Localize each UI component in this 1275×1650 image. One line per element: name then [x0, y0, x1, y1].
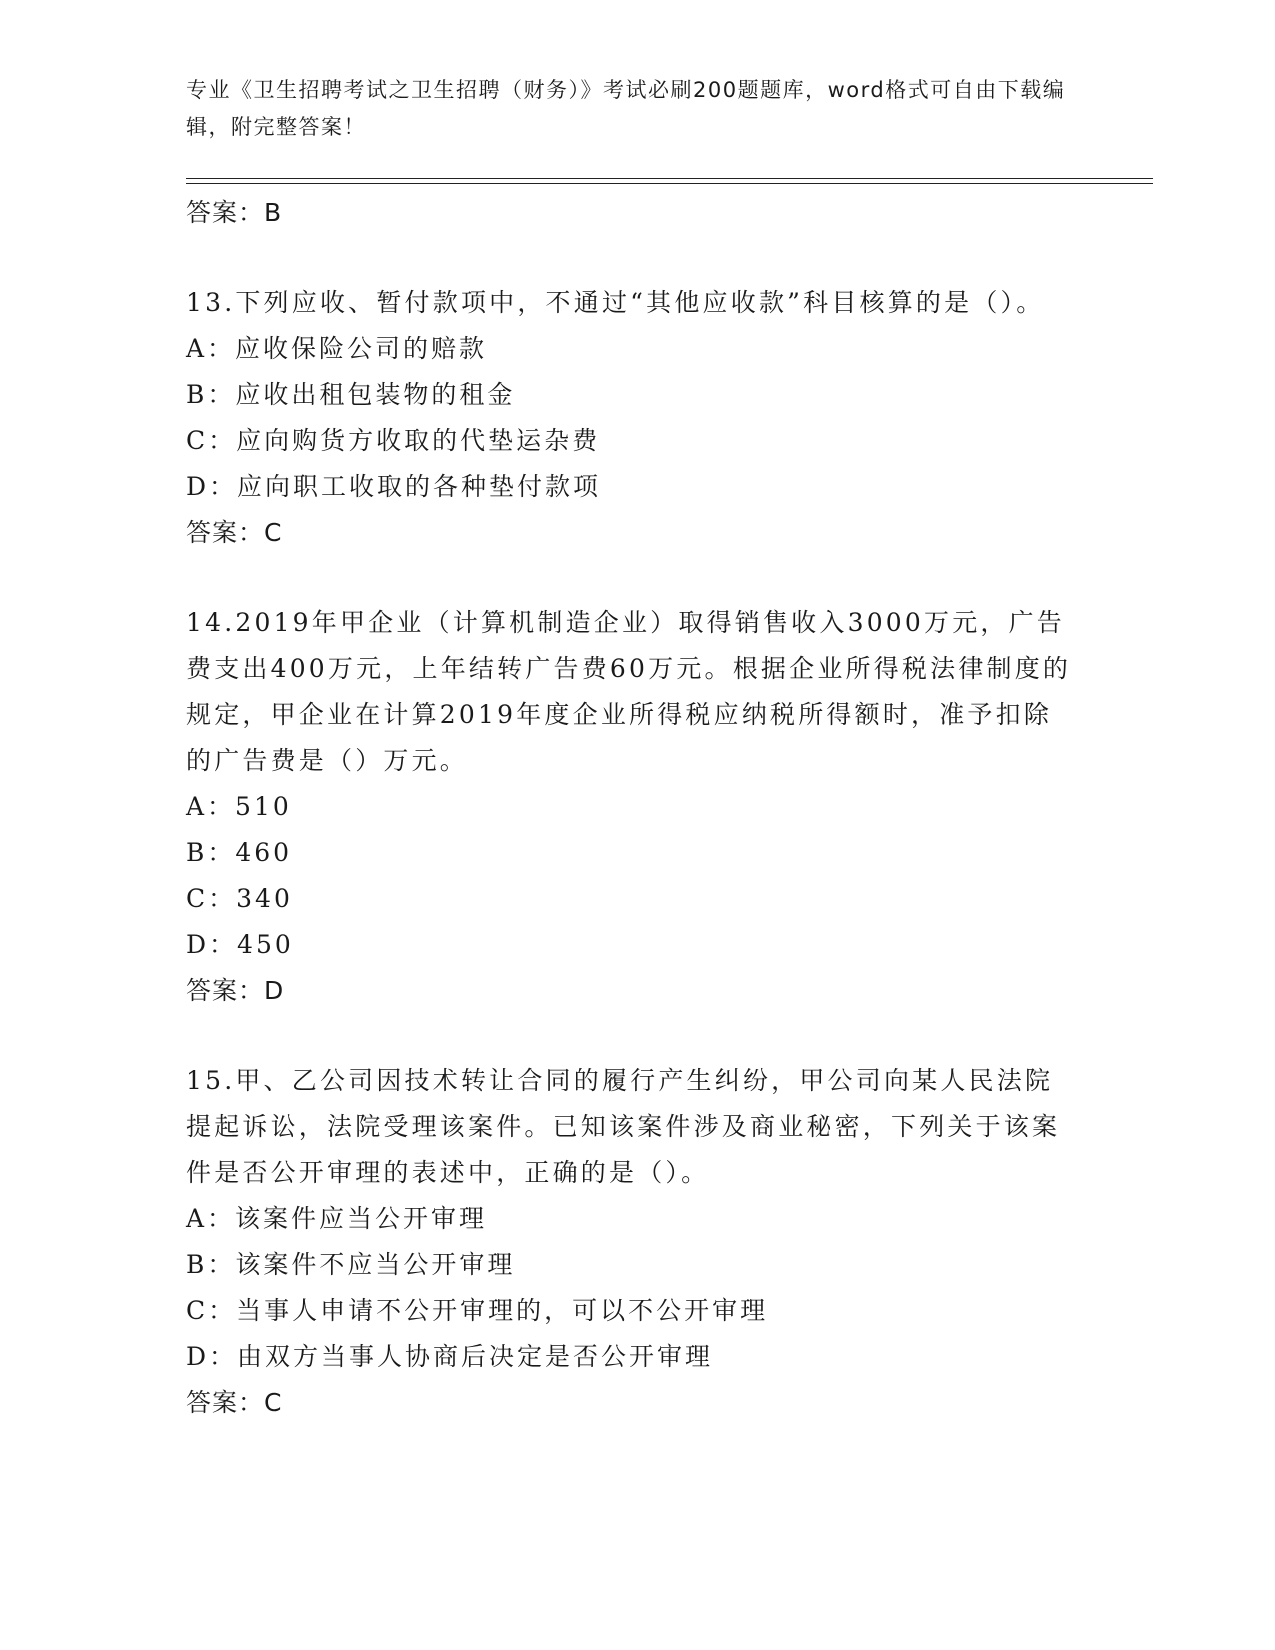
option-d: D：由双方当事人协商后决定是否公开审理: [186, 1342, 714, 1371]
question-stem: 15.甲、乙公司因技术转让合同的履行产生纠纷，甲公司向某人民法院提起诉讼，法院受理该案件。已知该案件涉及商业秘密，下列关于该案件是否公开审理的表述中，正确的是（）。: [186, 1066, 1061, 1187]
option-b: B：应收出租包装物的租金: [186, 380, 516, 409]
option-b: B：该案件不应当公开审理: [186, 1250, 516, 1279]
option-c: C：当事人申请不公开审理的，可以不公开审理: [186, 1296, 769, 1325]
header-rule-thin: [186, 183, 1153, 184]
option-b: B：460: [186, 838, 293, 867]
answer-line: 答案：B: [186, 198, 283, 227]
document-header: 专业《卫生招聘考试之卫生招聘（财务）》考试必刷200题题库，word格式可自由下载编辑，附完整答案！: [186, 78, 1066, 139]
option-c: C：340: [186, 884, 293, 913]
answer-line: 答案：C: [186, 518, 283, 547]
question-stem: 13.下列应收、暂付款项中，不通过“其他应收款”科目核算的是（）。: [186, 288, 1045, 317]
header-rule-thick: [186, 178, 1153, 179]
spacer: [186, 236, 1076, 280]
option-a: A：应收保险公司的赔款: [186, 334, 488, 363]
question-15: [186, 1058, 1076, 1426]
option-d: D：应向职工收取的各种垫付款项: [186, 472, 602, 501]
question-14: [186, 600, 1076, 1014]
option-d: D：450: [186, 930, 294, 959]
option-c: C：应向购货方收取的代垫运杂费: [186, 426, 601, 455]
question-stem: 14.2019年甲企业（计算机制造企业）取得销售收入3000万元，广告费支出400万元，上年结转广告费60万元。根据企业所得税法律制度的规定，甲企业在计算2019年度企业所得税应纳税所得额时，准予扣除的广告费是（）万元。: [186, 608, 1072, 775]
spacer: [186, 556, 1076, 600]
option-a: A：该案件应当公开审理: [186, 1204, 488, 1233]
question-list: [186, 190, 1076, 1426]
spacer: [186, 1014, 1076, 1058]
answer-line: 答案：D: [186, 976, 285, 1005]
option-a: A：510: [186, 792, 292, 821]
answer-line: 答案：C: [186, 1388, 283, 1417]
question-13: [186, 280, 1076, 556]
